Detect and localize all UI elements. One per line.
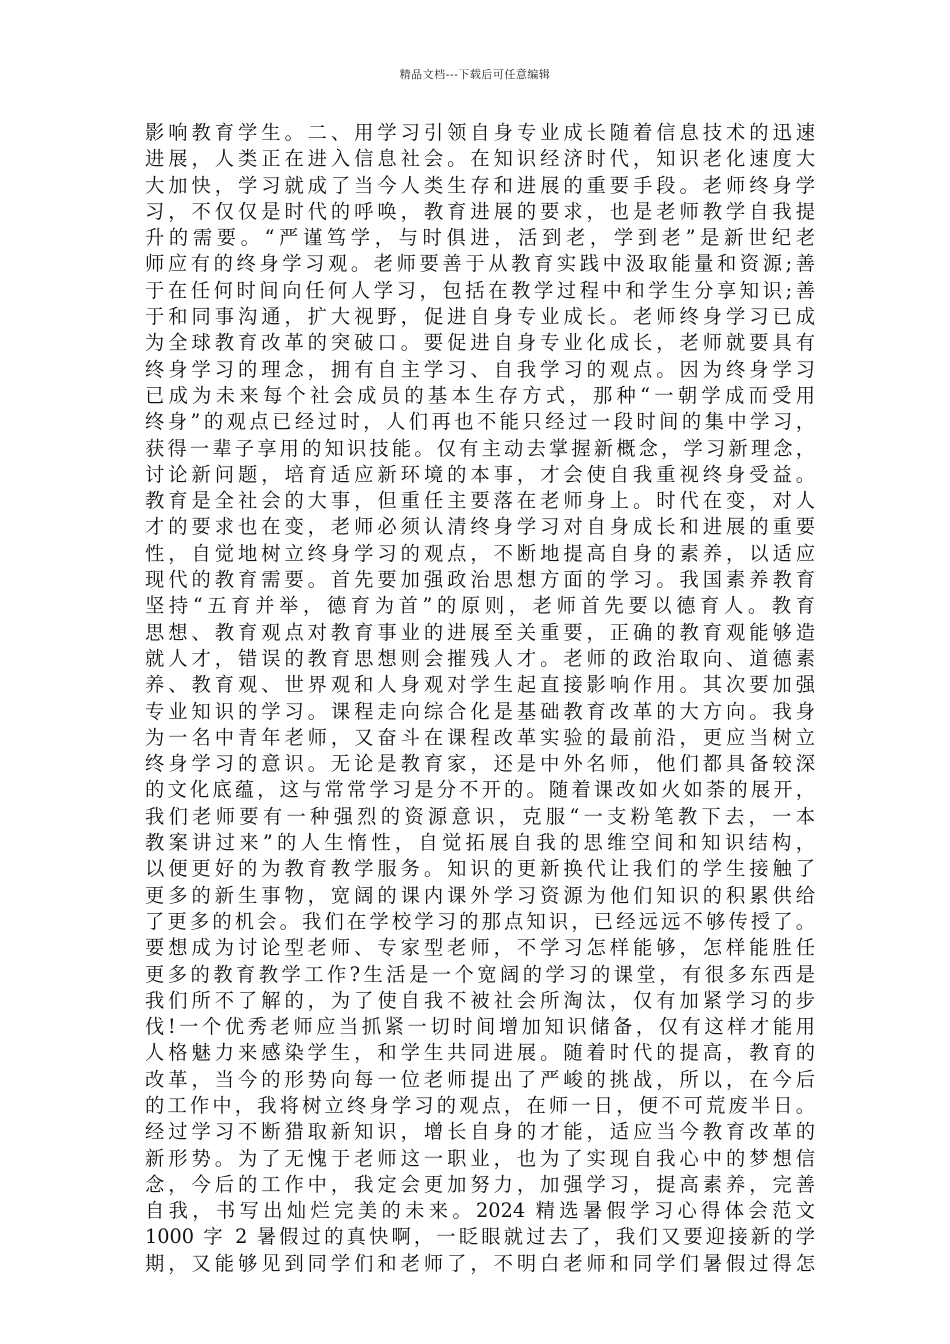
body-line: 我们老师要有一种强烈的资源意识，克服“一支粉笔教下去，一本: [145, 804, 815, 828]
body-line: 终身学习的意识。无论是教育家，还是中外名师，他们都具备较深: [145, 752, 815, 776]
body-line: 的文化底蕴，这与常常学习是分不开的。随着课改如火如荼的展开，: [145, 778, 815, 802]
body-line: 了更多的机会。我们在学校学习的那点知识，已经远远不够传授了。: [145, 909, 815, 933]
body-line: 念，今后的工作中，我定会更加努力，加强学习，提高素养，完善: [145, 1172, 815, 1196]
body-line: 人格魅力来感染学生，和学生共同进展。随着时代的提高，教育的: [145, 1041, 815, 1065]
body-line: 更多的新生事物，宽阔的课内课外学习资源为他们知识的积累供给: [145, 883, 815, 907]
body-line: 自我，书写出灿烂完美的未来。2024 精选暑假学习心得体会范文: [145, 1199, 815, 1223]
body-line: 养、教育观、世界观和人身观对学生起直接影响作用。其次要加强: [145, 673, 815, 697]
body-line: 师应有的终身学习观。老师要善于从教育实践中汲取能量和资源;善: [145, 252, 815, 276]
body-line: 教育是全社会的大事，但重任主要落在老师身上。时代在变，对人: [145, 489, 815, 513]
body-line: 影响教育学生。二、用学习引领自身专业成长随着信息技术的迅速: [145, 121, 815, 144]
body-line: 于在任何时间向任何人学习，包括在教学过程中和学生分享知识;善: [145, 278, 815, 302]
body-line: 坚持“五育并举，德育为首”的原则，老师首先要以德育人。教育: [145, 594, 815, 618]
body-line: 新形势。为了无愧于老师这一职业，也为了实现自我心中的梦想信: [145, 1146, 815, 1170]
page-header: 精品文档---下载后可任意编辑: [399, 68, 551, 81]
body-line: 已成为未来每个社会成员的基本生存方式，那种“一朝学成而受用: [145, 383, 815, 407]
body-line: 1000 字 2 暑假过的真快啊，一眨眼就过去了，我们又要迎接新的学: [145, 1225, 815, 1249]
body-line: 大加快，学习就成了当今人类生存和进展的重要手段。老师终身学: [145, 173, 815, 197]
body-line: 以便更好的为教育教学服务。知识的更新换代让我们的学生接触了: [145, 857, 815, 881]
body-line: 性，自觉地树立终身学习的观点，不断地提高自身的素养，以适应: [145, 541, 815, 565]
body-line: 现代的教育需要。首先要加强政治思想方面的学习。我国素养教育: [145, 568, 815, 592]
body-line: 改革，当今的形势向每一位老师提出了严峻的挑战，所以，在今后: [145, 1067, 815, 1091]
body-line: 获得一辈子享用的知识技能。仅有主动去掌握新概念，学习新理念，: [145, 436, 815, 460]
body-line: 才的要求也在变，老师必须认清终身学习对自身成长和进展的重要: [145, 515, 815, 539]
body-line: 经过学习不断猎取新知识，增长自身的才能，适应当今教育改革的: [145, 1120, 815, 1144]
body-line: 为一名中青年老师，又奋斗在课程改革实验的最前沿，更应当树立: [145, 725, 815, 749]
body-line: 专业知识的学习。课程走向综合化是基础教育改革的大方向。我身: [145, 699, 815, 723]
body-line: 终身学习的理念，拥有自主学习、自我学习的观点。因为终身学习: [145, 357, 815, 381]
body-line: 更多的教育教学工作?生活是一个宽阔的学习的课堂，有很多东西是: [145, 962, 815, 986]
body-line: 期，又能够见到同学们和老师了，不明白老师和同学们暑假过得怎: [145, 1251, 815, 1275]
body-line: 于和同事沟通，扩大视野，促进自身专业成长。老师终身学习已成: [145, 305, 815, 329]
body-line: 要想成为讨论型老师、专家型老师，不学习怎样能够，怎样能胜任: [145, 936, 815, 960]
body-line: 进展，人类正在进入信息社会。在知识经济时代，知识老化速度大: [145, 147, 815, 171]
body-line: 习，不仅仅是时代的呼唤，教育进展的要求，也是老师教学自我提: [145, 199, 815, 223]
body-line: 伐!一个优秀老师应当抓紧一切时间增加知识储备，仅有这样才能用: [145, 1015, 815, 1039]
body-line: 为全球教育改革的突破口。要促进自身专业化成长，老师就要具有: [145, 331, 815, 355]
body-line: 我们所不了解的，为了使自我不被社会所淘汰，仅有加紧学习的步: [145, 988, 815, 1012]
body-line: 教案讲过来”的人生惰性，自觉拓展自我的思维空间和知识结构，: [145, 831, 815, 855]
body-line: 讨论新问题，培育适应新环境的本事，才会使自我重视终身受益。: [145, 462, 815, 486]
body-line: 终身”的观点已经过时，人们再也不能只经过一段时间的集中学习，: [145, 410, 815, 434]
body-line: 思想、教育观点对教育事业的进展至关重要，正确的教育观能够造: [145, 620, 815, 644]
body-line: 升的需要。“严谨笃学，与时俱进，活到老，学到老”是新世纪老: [145, 226, 815, 250]
document-body: [145, 120, 815, 1277]
body-line: 就人才，错误的教育思想则会摧残人才。老师的政治取向、道德素: [145, 646, 815, 670]
body-line: 的工作中，我将树立终身学习的观点，在师一日，便不可荒废半日。: [145, 1093, 815, 1117]
